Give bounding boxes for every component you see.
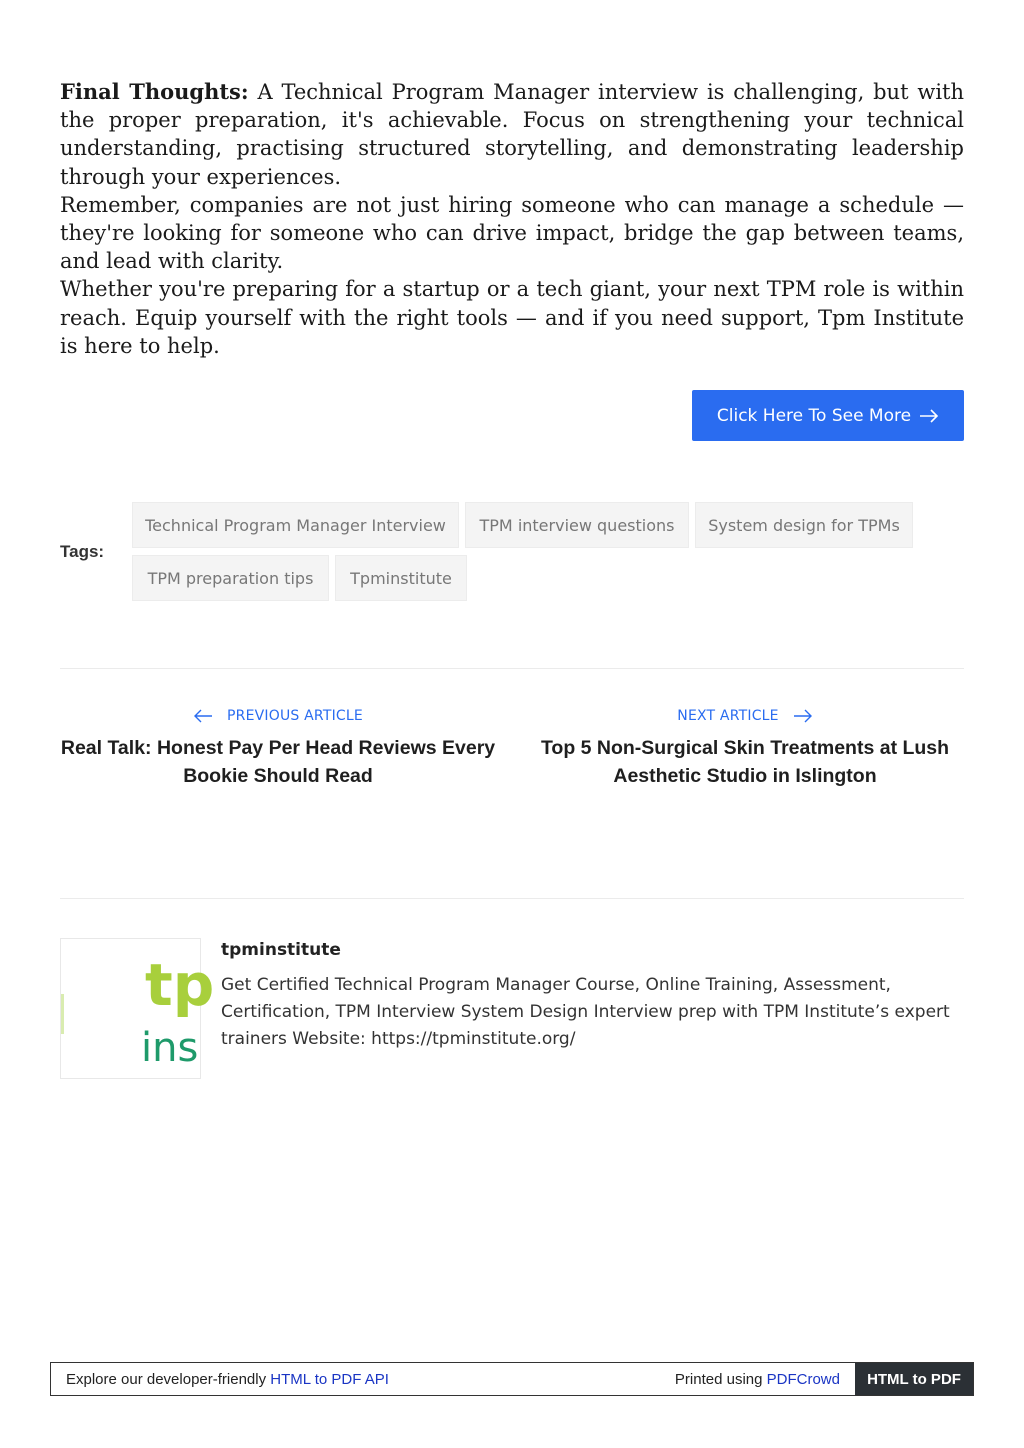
paragraph-whether: Whether you're preparing for a startup or a tech giant, your next TPM role is within reach. Equip yourself with the right tools — and if you need support, Tpm Institute is here to help. bbox=[60, 277, 964, 358]
previous-article-label: PREVIOUS ARTICLE bbox=[227, 708, 363, 724]
footer-left bbox=[51, 1371, 675, 1388]
author-bio: Get Certified Technical Program Manager Course, Online Training, Assessment, Certification, TPM Interview System Design Interview prep with TPM Institute’s expert trainers Website: https://tpminstitute.org/ bbox=[221, 975, 950, 1049]
arrow-right-icon bbox=[793, 709, 813, 723]
logo-text-bottom: ins bbox=[141, 1025, 199, 1071]
tag-system-design-for-tpms[interactable]: System design for TPMs bbox=[695, 502, 913, 548]
divider-bottom bbox=[60, 898, 964, 899]
pdfcrowd-footer bbox=[50, 1362, 974, 1396]
tag-tpm-preparation-tips[interactable]: TPM preparation tips bbox=[132, 555, 329, 601]
paragraph-final-thoughts bbox=[60, 78, 964, 191]
footer-left-text: Explore our developer-friendly bbox=[66, 1370, 271, 1388]
paragraph-remember: Remember, companies are not just hiring someone who can manage a schedule — they're looking for someone who can drive impact, bridge the gap between teams, and lead with clarity. bbox=[60, 192, 964, 274]
next-article-kicker[interactable] bbox=[519, 700, 971, 732]
previous-article[interactable] bbox=[52, 700, 504, 790]
html-to-pdf-badge[interactable]: HTML to PDF bbox=[855, 1363, 973, 1395]
tpm-institute-logo bbox=[61, 939, 215, 1080]
see-more-label: Click Here To See More bbox=[716, 405, 912, 426]
previous-article-kicker[interactable] bbox=[52, 700, 504, 732]
author-avatar bbox=[60, 938, 215, 1079]
next-article-title[interactable]: Top 5 Non-Surgical Skin Treatments at Lush Aesthetic Studio in Islington bbox=[540, 737, 950, 787]
author-name[interactable]: tpminstitute bbox=[221, 940, 341, 960]
tag-tpminstitute[interactable]: Tpminstitute bbox=[335, 555, 467, 601]
logo-text-top: tp bbox=[145, 951, 215, 1019]
next-article[interactable] bbox=[519, 700, 971, 790]
tag-tpm-interview-questions[interactable]: TPM interview questions bbox=[465, 502, 689, 548]
footer-mid-text: Printed using bbox=[674, 1370, 767, 1388]
html-to-pdf-api-link[interactable]: HTML to PDF API bbox=[270, 1370, 389, 1388]
previous-article-title[interactable]: Real Talk: Honest Pay Per Head Reviews Every Bookie Should Read bbox=[60, 737, 496, 787]
arrow-right-icon bbox=[919, 409, 939, 423]
footer-mid bbox=[675, 1371, 855, 1388]
article-body bbox=[60, 78, 964, 360]
arrow-left-icon bbox=[193, 709, 213, 723]
divider-top bbox=[60, 668, 964, 669]
next-article-label: NEXT ARTICLE bbox=[677, 708, 779, 724]
final-thoughts-text: A Technical Program Manager interview is challenging, but with the proper preparation, it's achievable. Focus on strengthening your technical understanding, practising structured storytelling, and demonstrating leadership through your experiences. bbox=[60, 80, 964, 189]
see-more-button[interactable] bbox=[692, 390, 964, 441]
tag-technical-program-manager-interview[interactable]: Technical Program Manager Interview bbox=[132, 502, 459, 548]
final-thoughts-label: Final Thoughts: bbox=[60, 79, 249, 104]
pdfcrowd-link[interactable]: PDFCrowd bbox=[766, 1370, 840, 1388]
tags-label: Tags: bbox=[60, 542, 105, 561]
